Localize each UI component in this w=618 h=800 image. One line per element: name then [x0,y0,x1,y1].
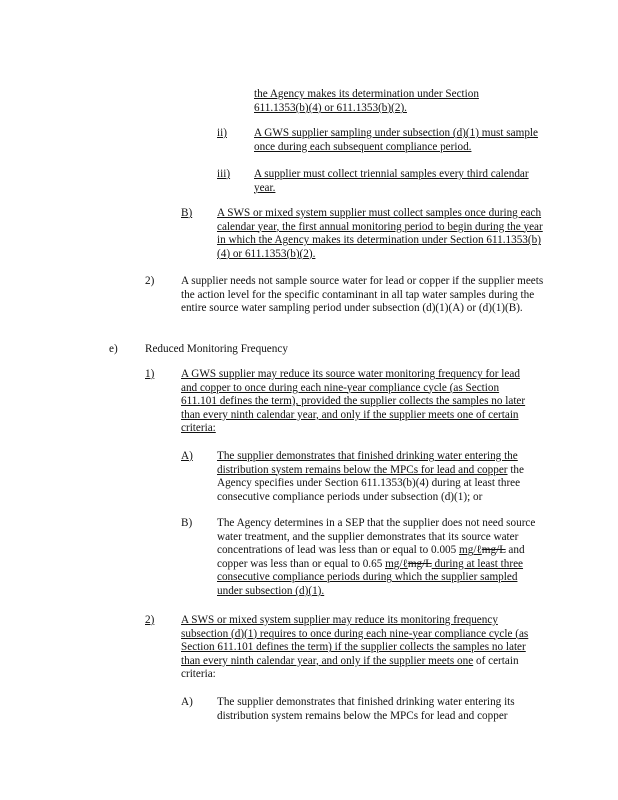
intro-continuation-line-2: 611.1353(b)(4) or 611.1353(b)(2). [254,102,407,114]
e2-underlined-part: A SWS or mixed system supplier may reduce its monitoring frequency subsection (d)(1) requires to once during each nine-year compliance cycle (as Section 611.101 defines the term) if the supplier collects the samples no later than every ninth calendar year, and only if the supplier meets one [181,614,529,667]
e1B-unit-1: mg/ℓ [459,544,482,557]
e1B-struck-unit-1: mg/L [481,544,506,557]
e1A-underlined-part: The supplier demonstrates that finished drinking water entering the distribution system remains below the MPCs for lead and copper [217,450,518,476]
intro-continuation-line-1: the Agency makes its determination under Section [254,88,479,100]
item-2-label: 2) [145,275,155,287]
e1B-unit-2: mg/ℓ [385,557,408,570]
e1A-label: A) [181,450,193,462]
item-B-label: B) [181,207,193,219]
e2-text [181,614,543,682]
e1A-plain-part: the Agency specifies under Section 611.1353(b)(4) during at least three consecutive compliance periods under subsection (d)(1); or [217,463,524,503]
e2A-text: The supplier demonstrates that finished drinking water entering its distribution system remains below the MPCs for lead and copper [217,696,515,722]
e1B-middle-part: and copper was less than or equal to 0.65 [217,544,525,570]
e2A-label: A) [181,696,193,708]
e1-text: A GWS supplier may reduce its source water monitoring frequency for lead and copper to once during each nine-year compliance cycle (as Section 611.101 defines the term), provided the supplier collects the samples no later than every ninth calendar year, and only if the supplier meets one of certain criteria: [181,368,526,435]
e1B-text [217,517,543,599]
e1B-struck-unit-2: mg/L [407,557,432,570]
item-iii-label: iii) [217,168,231,180]
e2-plain-end: of certain criteria: [181,654,519,681]
section-e-heading: Reduced Monitoring Frequency [145,343,288,355]
e1B-underlined-end: during at least three consecutive compliance periods during which the supplier sampled under subsection (d)(1). [217,557,524,597]
e1-label: 1) [145,368,155,380]
item-ii-label: ii) [217,127,227,139]
item-2-text: A supplier needs not sample source water for lead or copper if the supplier meets the action level for the specific contaminant in all tap water samples during the entire source water sampling period under subsection (d)(1)(A) or (d)(1)(B). [181,275,544,315]
item-B-text: A SWS or mixed system supplier must collect samples once during each calendar year, the first annual monitoring period to begin during the year in which the Agency makes its determination under Section 611.1353(b)(4) or 611.1353(b)(2). [217,207,543,260]
e1B-label: B) [181,517,193,529]
item-ii-text: A GWS supplier sampling under subsection (d)(1) must sample once during each subsequent compliance period. [254,127,538,153]
item-iii-text: A supplier must collect triennial samples every third calendar year. [254,168,529,194]
e2-label: 2) [145,614,155,626]
e1A-text [217,450,547,504]
section-e-label: e) [109,343,118,355]
e1B-plain-part: The Agency determines in a SEP that the supplier does not need source water treatment, and the supplier demonstrates that its source water concentrations of lead was less than or equal to 0.005 [217,517,536,557]
